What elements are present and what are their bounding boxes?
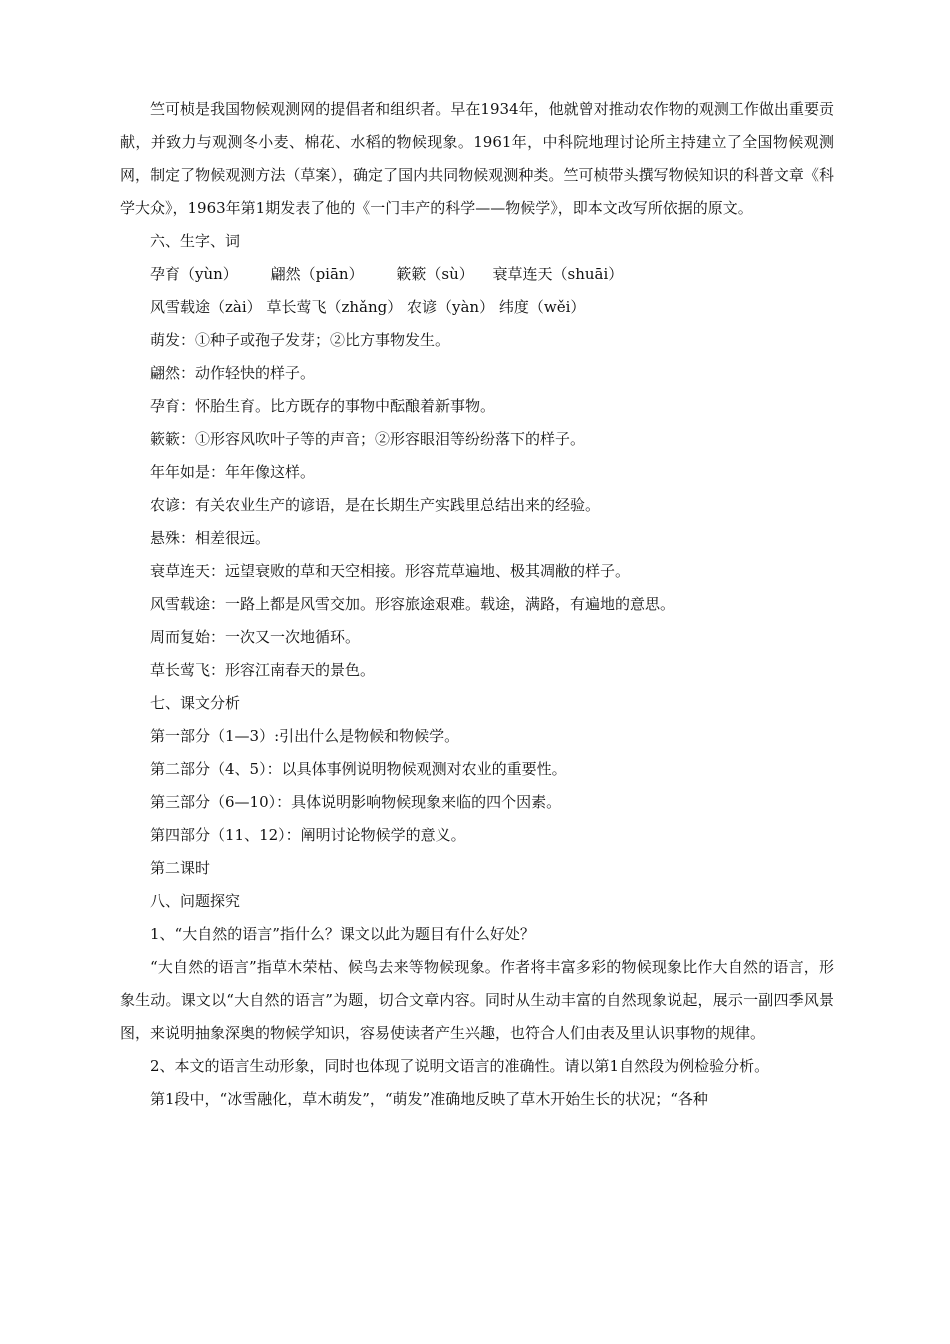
analysis-part: 第二部分（4、5）：以具体事例说明物候观测对农业的重要性。 (150, 760, 567, 778)
definition-line: 悬殊：相差很远。 (150, 529, 271, 547)
section-heading-7: 七、课文分析 (150, 694, 241, 712)
vocab-item: 风雪载途（zài） (150, 298, 262, 316)
definition-line: 周而复始：一次又一次地循环。 (150, 628, 361, 646)
vocab-item: 纬度（wěi） (498, 298, 586, 316)
definition-line: 萌发：①种子或孢子发芽；②比方事物发生。 (150, 331, 451, 349)
vocab-item: 草长莺飞（zhǎng） (266, 298, 403, 316)
question-2: 2、本文的语言生动形象，同时也体现了说明文语言的准确性。请以第1自然段为例检验分析。 (150, 1057, 770, 1075)
intro-paragraph: 竺可桢是我国物候观测网的提倡者和组织者。早在1934年，他就曾对推动农作物的观测工作做出重要贡献，并致力与观测冬小麦、棉花、水稻的物候现象。1961年，中科院地理讨论所主持建立了全国物候观测网，制定了物候观测方法（草案），确定了国内共同物候观测种类。竺可桢带头撰写物候知识的科普文章《科学大众》，1963年第1期发表了他的《一门丰产的科学——物候学》，即本文改写所依据的原文。 (120, 100, 834, 217)
section-heading-6: 六、生字、词 (150, 232, 241, 250)
lesson-heading: 第二课时 (150, 859, 211, 877)
definition-line: 衰草连天：远望衰败的草和天空相接。形容荒草遍地、极其凋敝的样子。 (150, 562, 631, 580)
definition-line: 簌簌：①形容风吹叶子等的声音；②形容眼泪等纷纷落下的样子。 (150, 430, 586, 448)
analysis-part: 第一部分（1—3）:引出什么是物候和物候学。 (150, 727, 460, 745)
section-heading-8: 八、问题探究 (150, 892, 241, 910)
vocab-row-1 (120, 258, 834, 291)
definition-line: 翩然：动作轻快的样子。 (150, 364, 316, 382)
definition-line: 农谚：有关农业生产的谚语，是在长期生产实践里总结出来的经验。 (150, 496, 601, 514)
definition-line: 风雪载途：一路上都是风雪交加。形容旅途艰难。载途，满路，有遍地的意思。 (150, 595, 676, 613)
vocab-item: 孕育（yùn） (150, 265, 238, 283)
vocab-item: 衰草连天（shuāi） (492, 265, 624, 283)
vocab-item: 农谚（yàn） (407, 298, 495, 316)
vocab-item: 簌簌（sù） (396, 265, 474, 283)
analysis-part: 第四部分（11、12）：阐明讨论物候学的意义。 (150, 826, 466, 844)
definition-line: 年年如是：年年像这样。 (150, 463, 316, 481)
vocab-item: 翩然（piān） (270, 265, 364, 283)
answer-2: 第1段中，“冰雪融化，草木萌发”，“萌发”准确地反映了草木开始生长的状况；“各种 (150, 1090, 708, 1108)
definition-line: 草长莺飞：形容江南春天的景色。 (150, 661, 376, 679)
vocab-row-2 (120, 291, 834, 324)
definition-line: 孕育：怀胎生育。比方既存的事物中酝酿着新事物。 (150, 397, 496, 415)
question-1: 1、“大自然的语言”指什么？课文以此为题目有什么好处？ (150, 925, 535, 943)
document-page (120, 93, 834, 1116)
answer-1: “大自然的语言”指草木荣枯、候鸟去来等物候现象。作者将丰富多彩的物候现象比作大自然的语言，形象生动。课文以“大自然的语言”为题，切合文章内容。同时从生动丰富的自然现象说起，展示一副四季风景图，来说明抽象深奥的物候学知识，容易使读者产生兴趣，也符合人们由表及里认识事物的规律。 (120, 958, 834, 1042)
analysis-part: 第三部分（6—10）：具体说明影响物候现象来临的四个因素。 (150, 793, 562, 811)
